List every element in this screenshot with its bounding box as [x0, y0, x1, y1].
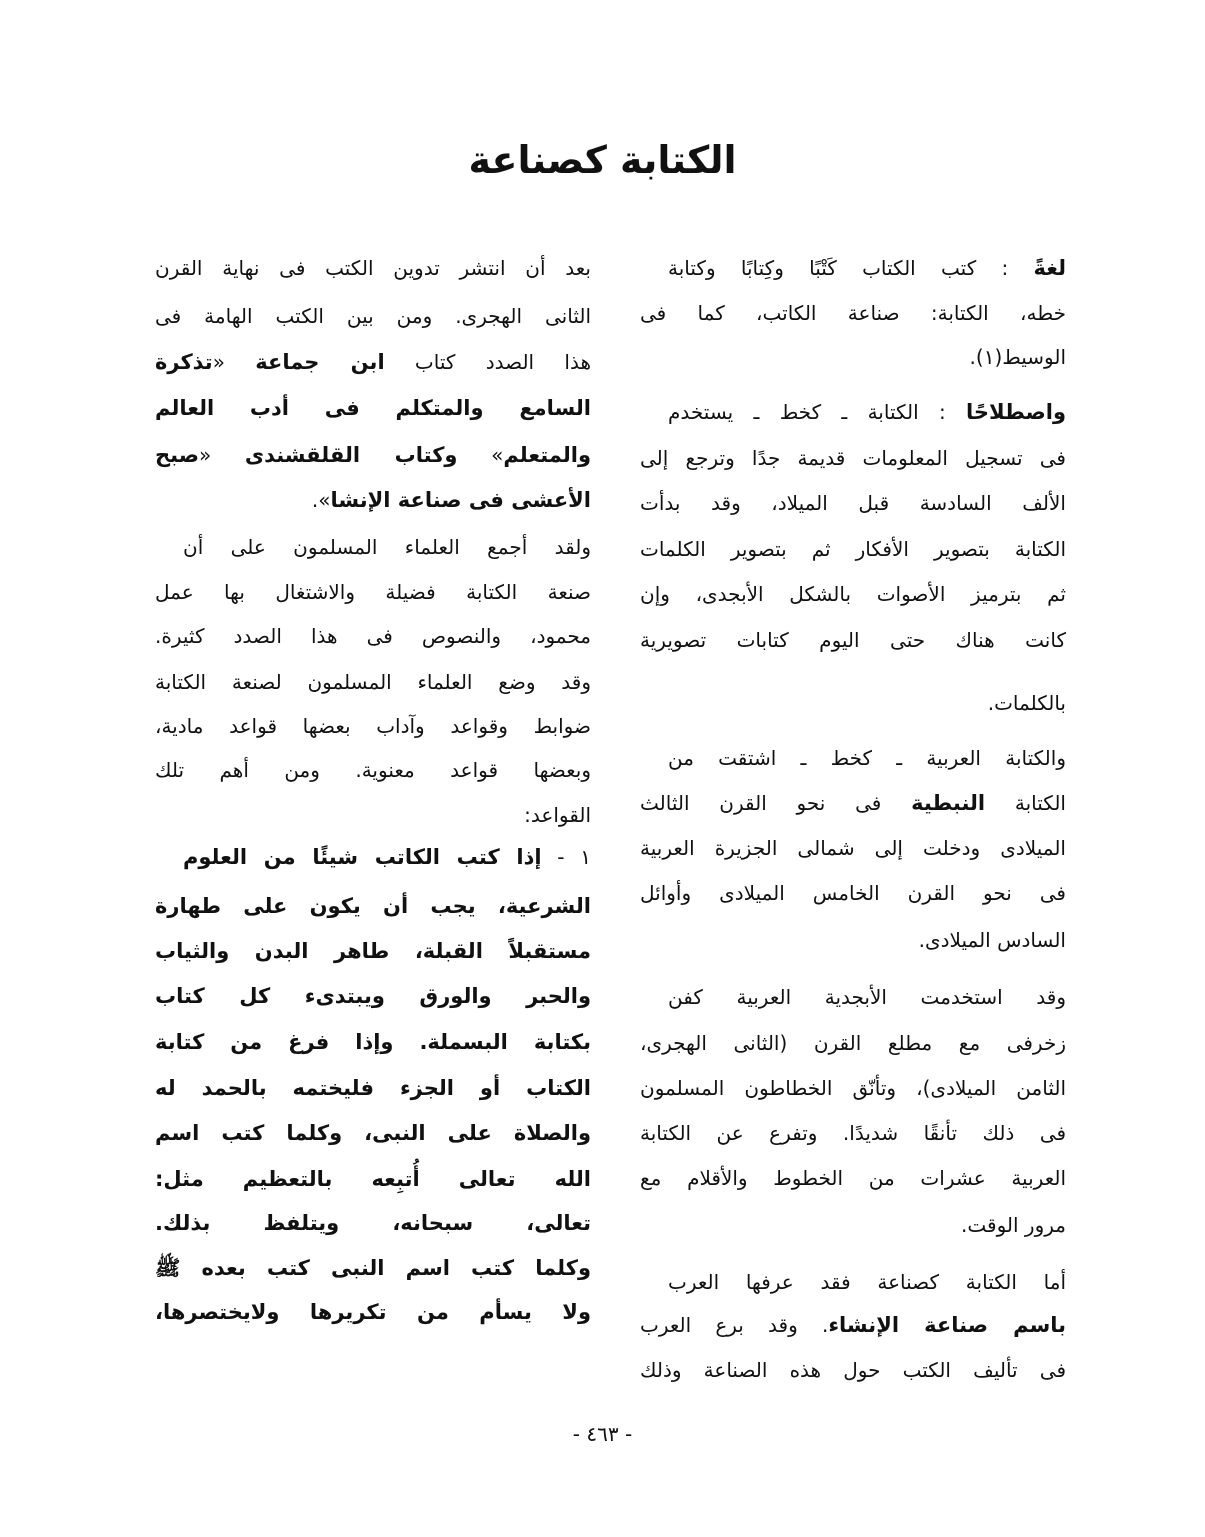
text-line: [155, 1162, 591, 1196]
text-line: [155, 1206, 591, 1240]
text-line: [640, 1026, 1066, 1060]
bold-text: ابن جماعة: [255, 350, 385, 374]
bold-text: لغةً: [1033, 256, 1066, 280]
text-segment: ثم بترميز الأصوات بالشكل الأبجدى، وإن: [640, 582, 1066, 606]
text-line: [640, 923, 1066, 957]
bold-text: وكتاب القلقشندى: [244, 443, 458, 467]
text-line: [640, 296, 1066, 330]
text-line: [155, 251, 591, 285]
text-segment: بالكلمات.: [987, 691, 1066, 715]
bold-text: النبطية: [911, 791, 986, 815]
bold-text: بكتابة البسملة. وإذا فرغ من كتابة: [155, 1030, 591, 1054]
text-segment: فى نحو القرن الخامس الميلادى وأوائل: [640, 881, 1066, 905]
bold-text: إذا كتب الكاتب شيئًا من العلوم: [183, 845, 542, 869]
text-segment: والكتابة العربية ـ كخط ـ اشتقت من: [668, 746, 1066, 770]
text-segment: بعد أن انتشر تدوين الكتب فى نهاية القرن: [155, 256, 591, 280]
text-segment: مرور الوقت.: [961, 1213, 1066, 1237]
bold-text: باسم صناعة الإنشاء: [828, 1313, 1067, 1337]
text-line: [155, 1071, 591, 1105]
text-line: [155, 619, 591, 653]
text-segment: »: [457, 443, 504, 467]
bold-text: السامع والمتكلم فى أدب العالم: [155, 396, 591, 420]
text-segment: ولقد أجمع العلماء المسلمون على أن: [183, 535, 591, 559]
text-segment: فى نحو القرن الثالث: [640, 791, 912, 815]
text-line: [155, 299, 591, 333]
text-line: [155, 1116, 591, 1150]
text-line: [640, 786, 1066, 820]
text-line: [155, 709, 591, 743]
text-segment: . وقد برع العرب: [640, 1313, 829, 1337]
text-segment: : كتب الكتاب كَتْبًا وكِتابًا وكتابة: [668, 256, 1034, 280]
text-segment: هذا الصدد كتاب: [384, 350, 591, 374]
text-segment: وقد وضع العلماء المسلمون لصنعة الكتابة: [155, 670, 591, 694]
text-line: [668, 1265, 1066, 1299]
text-line: [640, 1308, 1066, 1342]
bold-text: واصطلاحًا: [966, 400, 1066, 424]
text-segment: ».: [311, 488, 331, 512]
bold-text: الأعشى فى صناعة الإنشا: [330, 488, 591, 512]
bold-text: والصلاة على النبى، وكلما كتب اسم: [155, 1121, 591, 1145]
bold-text: وكلما كتب اسم النبى كتب بعده ﷺ: [155, 1256, 591, 1280]
text-line: [640, 486, 1066, 520]
text-line: [668, 741, 1066, 775]
text-line: [155, 438, 591, 472]
text-segment: الكتابة بتصوير الأفكار ثم بتصوير الكلمات: [640, 537, 1066, 561]
text-segment: الميلادى ودخلت إلى شمالى الجزيرة العربية: [640, 836, 1066, 860]
text-line: [668, 980, 1066, 1014]
text-line: [640, 1071, 1066, 1105]
text-segment: فى تأليف الكتب حول هذه الصناعة وذلك: [640, 1358, 1066, 1382]
text-segment: السادس الميلادى.: [918, 928, 1066, 952]
bold-text: تذكرة: [155, 350, 213, 374]
text-line: [640, 577, 1066, 611]
text-line: [640, 532, 1066, 566]
text-line: [155, 483, 591, 517]
text-segment: كانت هناك حتى اليوم كتابات تصويرية: [640, 628, 1066, 652]
text-line: [155, 575, 591, 609]
text-line: [155, 979, 591, 1013]
text-segment: «: [212, 350, 256, 374]
text-segment: الألف السادسة قبل الميلاد، وقد بدأت: [640, 491, 1066, 515]
text-line: [155, 345, 591, 379]
text-line: [155, 934, 591, 968]
text-line: [155, 889, 591, 923]
page-title: الكتابة كصناعة: [468, 138, 737, 182]
text-segment: العربية عشرات من الخطوط والأقلام مع: [640, 1166, 1066, 1190]
page-number: - ٤٦٣ -: [572, 1422, 633, 1446]
text-line: [155, 798, 591, 832]
text-line: [155, 1295, 591, 1329]
text-segment: «: [199, 443, 245, 467]
text-segment: وبعضها قواعد معنوية. ومن أهم تلك: [155, 758, 591, 782]
text-line: [155, 1025, 591, 1059]
text-segment: وقد استخدمت الأبجدية العربية كفن: [668, 985, 1066, 1009]
text-segment: صنعة الكتابة فضيلة والاشتغال بها عمل: [155, 580, 591, 604]
bold-text: الله تعالى أُتبِعه بالتعظيم مثل:: [155, 1167, 591, 1191]
text-line: [640, 340, 1066, 374]
bold-text: والحبر والورق ويبتدىء كل كتاب: [155, 984, 591, 1008]
text-line: [155, 665, 591, 699]
bold-text: ولا يسأم من تكريرها ولايختصرها،: [155, 1300, 591, 1324]
text-segment: محمود، والنصوص فى هذا الصدد كثيرة.: [155, 624, 591, 648]
text-segment: ١ -: [541, 845, 591, 869]
text-line: [155, 753, 591, 787]
bold-text: مستقبلاً القبلة، طاهر البدن والثياب: [155, 939, 591, 963]
text-line: [640, 1208, 1066, 1242]
text-line: [668, 395, 1066, 429]
text-segment: خطه، الكتابة: صناعة الكاتب، كما فى: [640, 301, 1066, 325]
bold-text: صبح: [155, 443, 199, 467]
bold-text: الكتاب أو الجزء فليختمه بالحمد له: [155, 1076, 591, 1100]
text-line: [668, 251, 1066, 285]
text-segment: الثامن الميلادى)، وتأنّق الخطاطون المسلمون: [640, 1076, 1066, 1100]
text-segment: الوسيط(١).: [969, 345, 1066, 369]
text-line: [640, 1116, 1066, 1150]
text-segment: ضوابط وقواعد وآداب بعضها قواعد مادية،: [155, 714, 591, 738]
text-segment: الكتابة: [985, 791, 1066, 815]
bold-text: تعالى، سبحانه، ويتلفظ بذلك.: [155, 1211, 591, 1235]
text-segment: الثانى الهجرى. ومن بين الكتب الهامة فى: [155, 304, 591, 328]
text-segment: : الكتابة ـ كخط ـ يستخدم: [668, 400, 967, 424]
text-line: [640, 876, 1066, 910]
text-line: [155, 1251, 591, 1285]
text-line: [640, 831, 1066, 865]
text-line: [155, 391, 591, 425]
text-line: [640, 686, 1066, 720]
text-line: [640, 1161, 1066, 1195]
bold-text: الشرعية، يجب أن يكون على طهارة: [155, 894, 591, 918]
text-segment: القواعد:: [524, 803, 591, 827]
text-line: [183, 530, 591, 564]
bold-text: والمتعلم: [503, 443, 592, 467]
text-line: [640, 1353, 1066, 1387]
text-line: [183, 840, 591, 874]
text-line: [640, 623, 1066, 657]
text-segment: زخرفى مع مطلع القرن (الثانى الهجرى،: [640, 1031, 1066, 1055]
text-segment: أما الكتابة كصناعة فقد عرفها العرب: [668, 1270, 1066, 1294]
text-line: [640, 441, 1066, 475]
text-segment: فى تسجيل المعلومات قديمة جدًا وترجع إلى: [640, 446, 1066, 470]
text-segment: فى ذلك تأنقًا شديدًا. وتفرع عن الكتابة: [640, 1121, 1066, 1145]
